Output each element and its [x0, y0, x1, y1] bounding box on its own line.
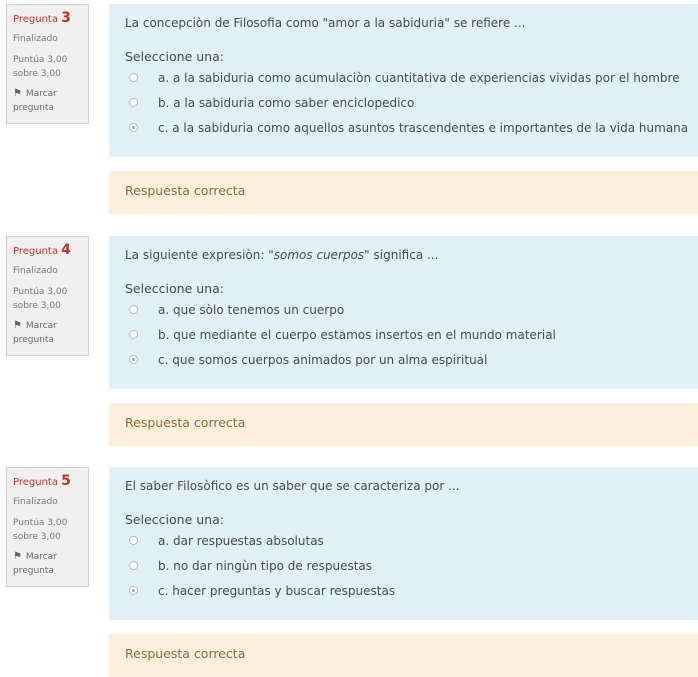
answer-option[interactable] [125, 352, 698, 377]
flag-label: Marcar [25, 552, 57, 562]
flag-question-link[interactable] [13, 319, 88, 347]
answer-option[interactable] [125, 327, 698, 352]
radio-button-selected[interactable] [129, 123, 138, 132]
question-label: Pregunta [13, 246, 58, 257]
question-text-end: significa ... [369, 248, 439, 262]
answer-prompt: Seleccione una: [125, 281, 224, 296]
flag-label-line2: pregunta [13, 335, 54, 345]
answer-list [125, 302, 698, 377]
question-info-panel [6, 4, 89, 124]
question-text [125, 247, 698, 263]
radio-button[interactable] [129, 330, 138, 339]
question-number-line [13, 474, 88, 490]
question-text-main: La siguiente expresiòn: [125, 248, 269, 262]
flag-question-link[interactable] [13, 550, 88, 578]
question-grade [13, 285, 88, 313]
answer-label[interactable]: c. a la sabiduria como aquellos asuntos trascendentes e importantes de la vida humana [158, 121, 689, 135]
answer-label[interactable]: c. que somos cuerpos animados por un alma espiritual [158, 353, 488, 367]
answer-option[interactable] [125, 95, 698, 120]
flag-label-line2: pregunta [13, 103, 54, 113]
question-info-panel [6, 467, 89, 587]
answer-option[interactable] [125, 558, 698, 583]
radio-button[interactable] [129, 305, 138, 314]
question-label: Pregunta [13, 477, 58, 488]
question-grade [13, 516, 88, 544]
question-number: 4 [61, 242, 71, 258]
feedback-correct: Respuesta correcta [109, 634, 698, 677]
flag-label-line2: pregunta [13, 566, 54, 576]
question-content [109, 467, 698, 620]
radio-button[interactable] [129, 536, 138, 545]
question-number-line [13, 11, 88, 27]
grade-max-line: sobre 3,00 [13, 69, 61, 79]
flag-question-link[interactable] [13, 87, 88, 115]
question-number: 5 [61, 473, 71, 489]
question-state: Finalizado [13, 497, 58, 507]
answer-label[interactable]: b. no dar ningùn tipo de respuestas [158, 559, 373, 573]
grade-line: Puntúa 3,00 [13, 518, 68, 528]
answer-prompt: Seleccione una: [125, 512, 224, 527]
flag-icon: ⚑ [13, 88, 22, 99]
question-label: Pregunta [13, 14, 58, 25]
question-number: 3 [61, 10, 71, 26]
question-info-panel [6, 236, 89, 356]
answer-prompt: Seleccione una: [125, 49, 224, 64]
radio-button[interactable] [129, 98, 138, 107]
answer-list [125, 70, 698, 145]
flag-label: Marcar [25, 89, 57, 99]
feedback-correct: Respuesta correcta [109, 403, 698, 446]
feedback-correct: Respuesta correcta [109, 171, 698, 214]
answer-label[interactable]: c. hacer preguntas y buscar respuestas [158, 584, 396, 598]
question-text [125, 15, 698, 31]
question-state: Finalizado [13, 266, 58, 276]
question-grade [13, 53, 88, 81]
answer-option[interactable] [125, 120, 698, 145]
question-text-main: El saber Filosòfico es un saber que se caracteriza por ... [125, 479, 460, 493]
question-number-line [13, 243, 88, 259]
flag-label: Marcar [25, 321, 57, 331]
question-text [125, 478, 698, 494]
grade-line: Puntúa 3,00 [13, 55, 68, 65]
answer-label[interactable]: b. que mediante el cuerpo estamos insertos en el mundo material [158, 328, 556, 342]
question-state: Finalizado [13, 34, 58, 44]
flag-icon: ⚑ [13, 551, 22, 562]
radio-button[interactable] [129, 73, 138, 82]
grade-max-line: sobre 3,00 [13, 301, 61, 311]
answer-label[interactable]: b. a la sabiduria como saber enciclopedico [158, 96, 415, 110]
grade-max-line: sobre 3,00 [13, 532, 61, 542]
answer-label[interactable]: a. que sòlo tenemos un cuerpo [158, 303, 345, 317]
question-content [109, 236, 698, 389]
question-text-emphasis: "somos cuerpos" [268, 248, 370, 262]
answer-option[interactable] [125, 302, 698, 327]
radio-button[interactable] [129, 561, 138, 570]
answer-label[interactable]: a. dar respuestas absolutas [158, 534, 324, 548]
radio-button-selected[interactable] [129, 586, 138, 595]
question-content [109, 4, 698, 157]
answer-option[interactable] [125, 533, 698, 558]
answer-label[interactable]: a. a la sabiduria como acumulaciòn cuantitativa de experiencias vividas por el hombre [158, 71, 680, 85]
answer-option[interactable] [125, 70, 698, 95]
answer-list [125, 533, 698, 608]
grade-line: Puntúa 3,00 [13, 287, 68, 297]
flag-icon: ⚑ [13, 320, 22, 331]
question-text-main: La concepciòn de Filosofia como "amor a la sabiduria" se refiere ... [125, 16, 526, 30]
radio-button-selected[interactable] [129, 355, 138, 364]
answer-option[interactable] [125, 583, 698, 608]
